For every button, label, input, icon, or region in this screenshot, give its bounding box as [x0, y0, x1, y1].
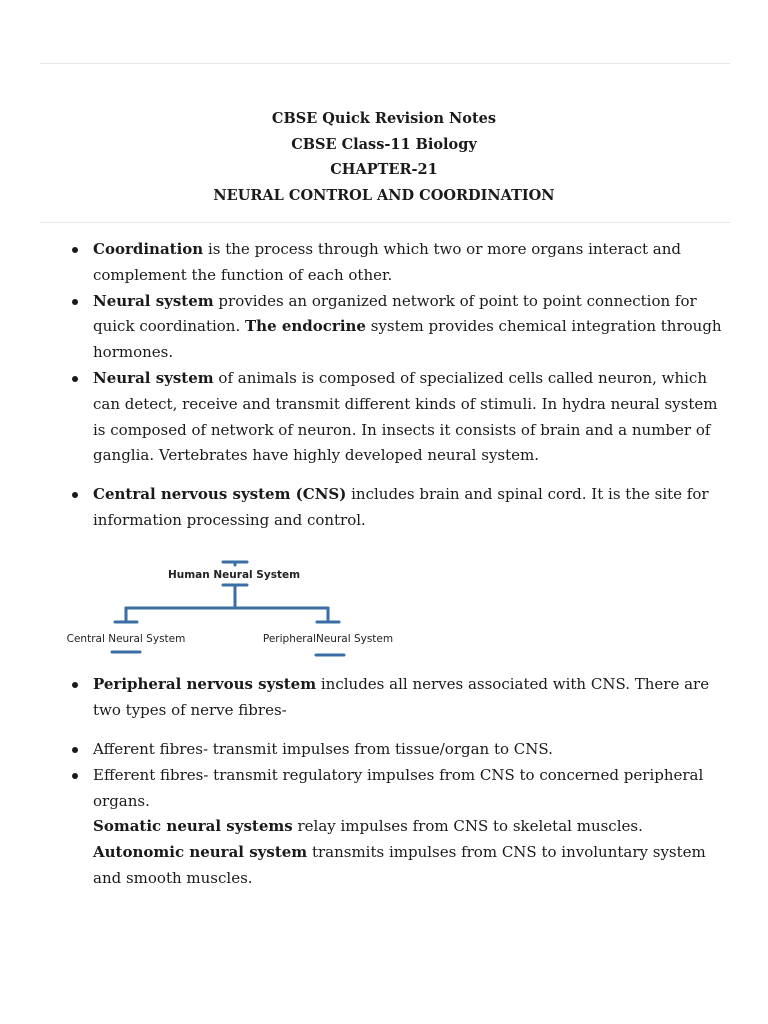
bullet-dot [72, 492, 78, 498]
diagram-root-label: Human Neural System [167, 569, 301, 581]
header-divider [40, 222, 730, 223]
term: Neural system [93, 368, 214, 387]
header-line-1: CBSE Quick Revision Notes [271, 110, 497, 127]
item-text: provides an organized network of point to point connection for quick coordination. [93, 291, 697, 336]
header-line-2: CBSE Class-11 Biology [291, 135, 477, 153]
top-divider [40, 63, 730, 64]
item-text: of animals is composed of specialized cells called neuron, which can detect, receive and transmit different kinds of stimuli. In hydra neural system is composed of network of neuron. In insects it consists of brain and a number of ganglia. Vertebrates have highly developed neural system. [93, 368, 718, 465]
list-item [0, 366, 768, 469]
list-item [0, 737, 768, 763]
neural-system-diagram [60, 556, 420, 666]
paragraph-text: relay impulses from CNS to skeletal muscles. [292, 817, 643, 836]
term: Autonomic neural system [93, 843, 308, 862]
list-item [0, 289, 768, 366]
bullet-list-intro [0, 237, 768, 469]
item-text: includes all nerves associated with CNS. There are two types of nerve fibres- [93, 675, 710, 719]
bullet-dot [72, 682, 78, 688]
bullet-dot [72, 376, 78, 382]
header-line-3: CHAPTER-21 [330, 161, 438, 178]
bullet-dot [72, 299, 78, 305]
paragraph-text: transmits impulses from CNS to involuntary system and smooth muscles. [93, 843, 706, 887]
closing-paragraph [0, 814, 768, 891]
item-text: includes brain and spinal cord. It is the site for information processing and control. [93, 485, 709, 529]
term: Central nervous system (CNS) [93, 485, 347, 503]
item-text: is the process through which two or more organs interact and complement the function of each other. [93, 240, 681, 284]
list-item [0, 482, 768, 534]
term: The endocrine [245, 317, 366, 336]
header-line-4: NEURAL CONTROL AND COORDINATION [213, 186, 555, 204]
list-item [0, 672, 768, 724]
diagram-left-label: Central Neural System [66, 633, 186, 645]
diagram-right-label: PeripheralNeural System [262, 633, 394, 645]
bullet-list-fibres [0, 737, 768, 892]
term: Somatic neural systems [93, 817, 293, 836]
bullet-list-pns [0, 672, 768, 724]
item-text: system provides chemical integration through hormones. [93, 317, 722, 362]
bullet-dot [72, 773, 78, 779]
term: Neural system [93, 291, 214, 310]
bullet-list-cns [0, 482, 768, 534]
bullet-dot [72, 747, 78, 753]
list-item [0, 763, 768, 815]
item-text: Afferent fibres- transmit impulses from tissue/organ to CNS. [93, 740, 553, 758]
list-item [0, 237, 768, 289]
item-text: Efferent fibres- transmit regulatory impulses from CNS to concerned peripheral organs. [93, 765, 704, 810]
term: Coordination [93, 240, 204, 258]
term: Peripheral nervous system [93, 675, 317, 693]
document-header [0, 106, 768, 208]
bullet-dot [72, 247, 78, 253]
